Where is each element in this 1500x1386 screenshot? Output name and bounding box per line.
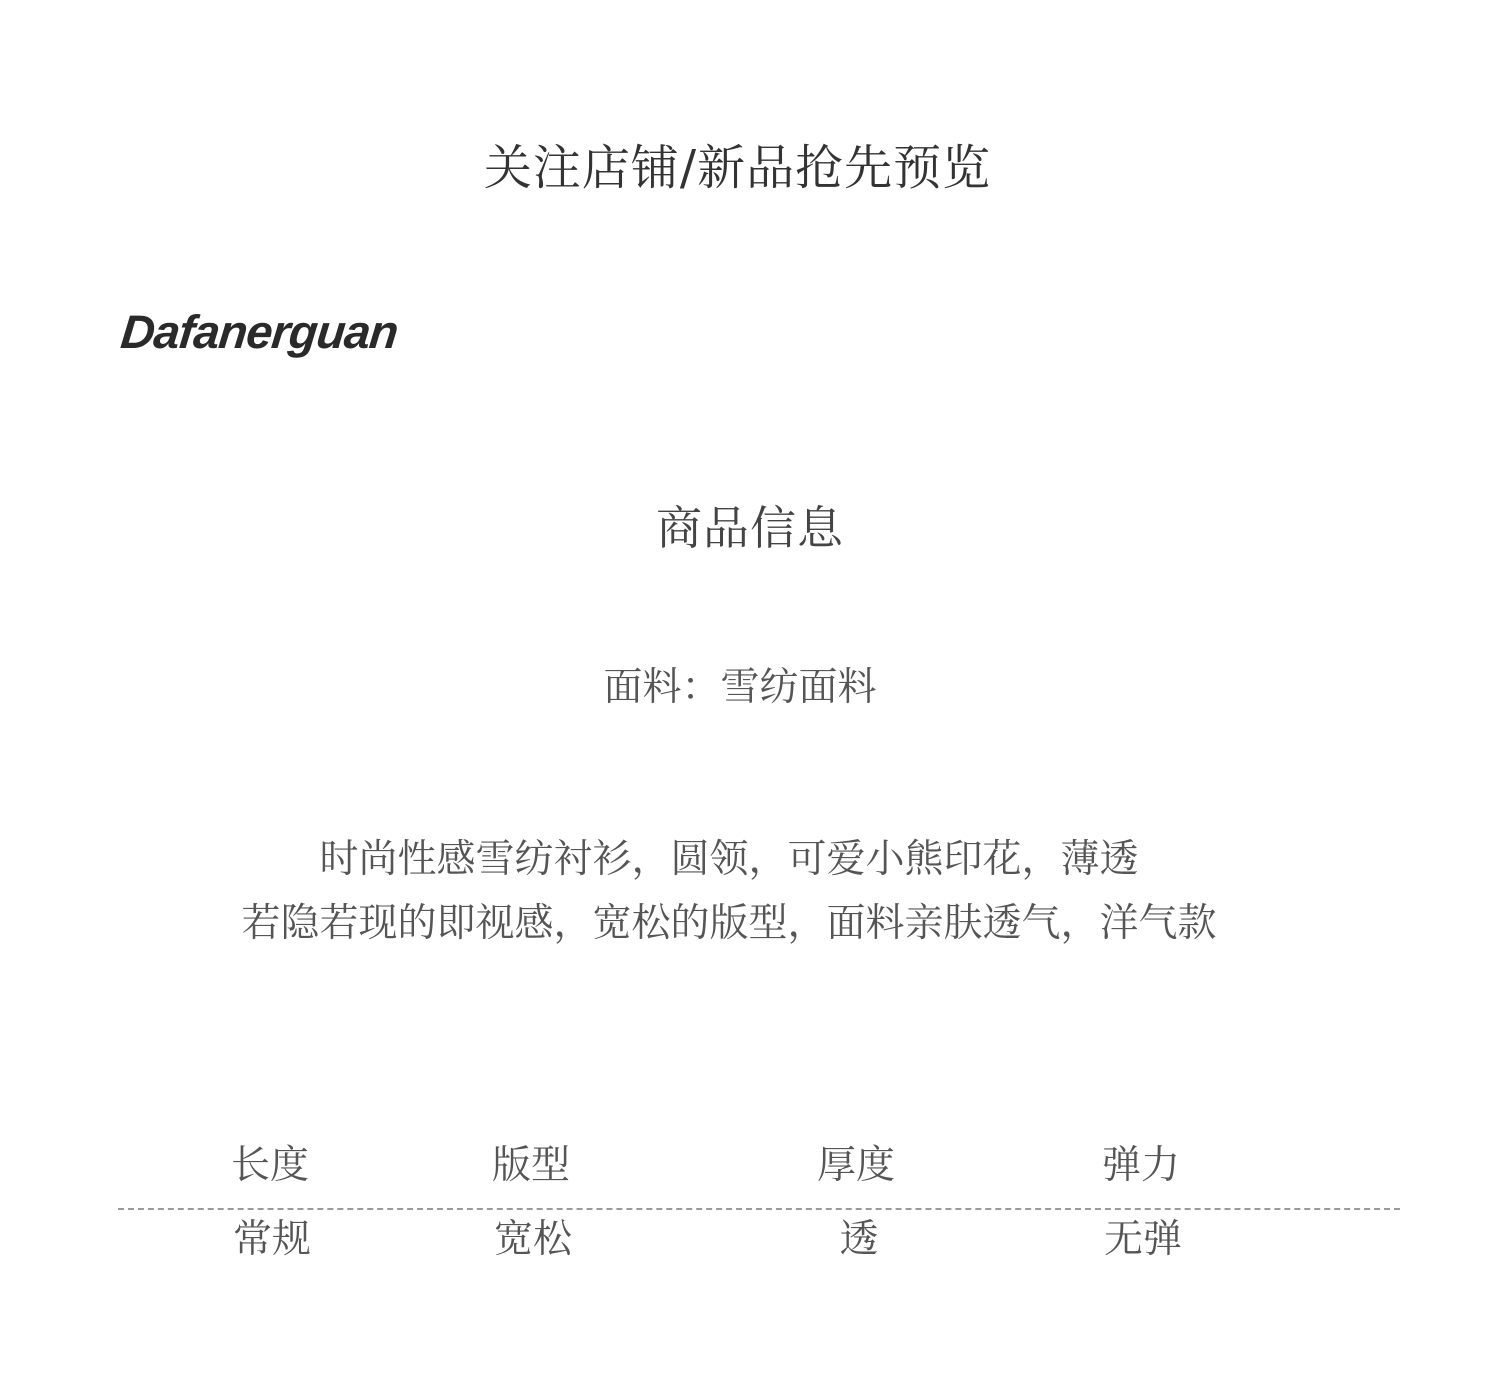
spec-header-fit: 版型 (491, 1143, 570, 1188)
spec-value-elasticity: 无弹 (1103, 1217, 1182, 1262)
product-description (0, 828, 1458, 956)
description-line: 时尚性感雪纺衬衫，圆领，可爱小熊印花，薄透 (319, 837, 1139, 882)
brand-logo: Dafanerguan (118, 305, 401, 358)
spec-divider (118, 1208, 1400, 1210)
spec-value-length: 常规 (232, 1217, 311, 1262)
fabric-line: 面料：雪纺面料 (603, 665, 877, 710)
spec-value-row (0, 1212, 1500, 1268)
description-line: 若隐若现的即视感，宽松的版型，面料亲肤透气，洋气款 (241, 901, 1217, 946)
spec-header-elasticity: 弹力 (1101, 1143, 1180, 1188)
product-info-title: 商品信息 (656, 501, 844, 555)
spec-value-thickness: 透 (839, 1217, 879, 1262)
spec-value-fit: 宽松 (493, 1217, 572, 1262)
spec-header-row (0, 1138, 1500, 1194)
spec-header-length: 长度 (230, 1143, 309, 1188)
banner-title: 关注店铺/新品抢先预览 (483, 140, 992, 196)
spec-header-thickness: 厚度 (816, 1143, 895, 1188)
